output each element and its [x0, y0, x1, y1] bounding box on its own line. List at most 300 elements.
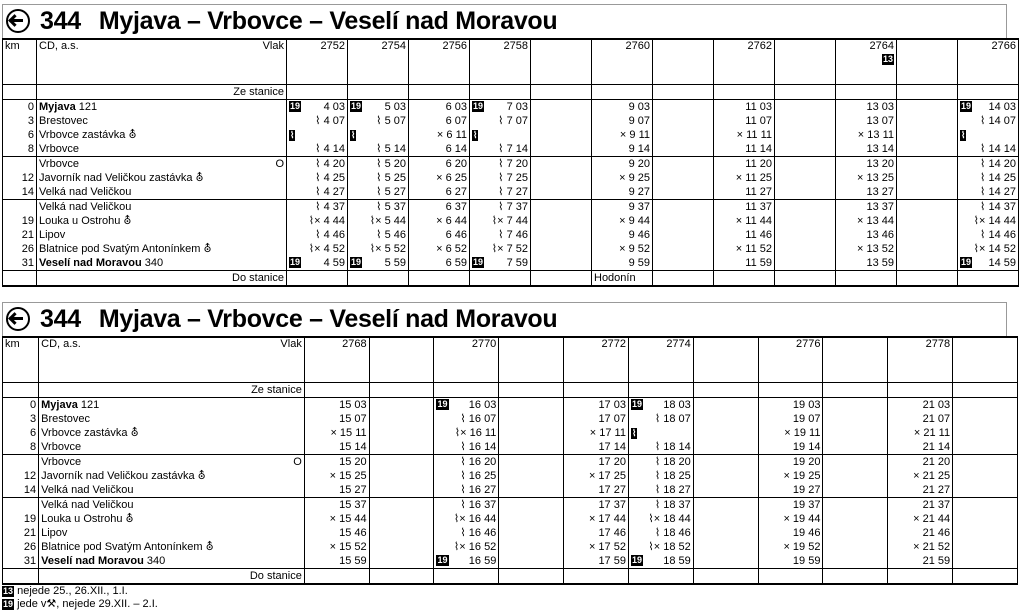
time-cell [287, 228, 348, 242]
time-value: ⌇ 5 07 [376, 114, 406, 127]
time-cell [592, 128, 653, 142]
destination-cell [304, 569, 369, 585]
time-cell [897, 100, 958, 115]
time-cell [592, 157, 653, 172]
train-number-cell [592, 39, 653, 85]
time-value: 5 03 [384, 100, 406, 113]
destination-cell [348, 271, 409, 287]
time-cell [775, 185, 836, 200]
time-value: ⌇× 14 44 [973, 214, 1016, 227]
time-value: 6 20 [445, 157, 467, 170]
time-badge: 19 [290, 256, 301, 267]
time-cell [958, 242, 1019, 256]
to-station-row [3, 569, 1018, 585]
time-cell [409, 157, 470, 172]
station-name-cell [39, 412, 305, 426]
destination-cell [628, 569, 693, 585]
destination-cell [836, 271, 897, 287]
timetable-1 [2, 38, 1019, 287]
time-cell [693, 469, 758, 483]
time-cell [348, 185, 409, 200]
station-name: Vrbovce zastávka ⛢ [39, 128, 137, 141]
time-value: 11 20 [745, 157, 772, 170]
time-cell [628, 512, 693, 526]
time-cell [592, 142, 653, 157]
time-cell [348, 228, 409, 242]
station-row [3, 114, 1019, 128]
station-name: Lipov [41, 526, 68, 539]
train-number: 2758 [503, 40, 528, 52]
time-cell [836, 114, 897, 128]
destination-cell [564, 569, 629, 585]
time-cell [470, 242, 531, 256]
to-station-label: Do stanice [37, 271, 287, 287]
time-value: 17 37 [598, 498, 626, 511]
station-marker: O [293, 455, 302, 468]
time-cell [897, 200, 958, 215]
time-cell [434, 540, 499, 554]
station-name: Vrbovce [39, 142, 79, 155]
time-cell [836, 157, 897, 172]
time-cell [823, 440, 888, 455]
time-value: 19 59 [792, 554, 821, 567]
time-badge: 19 [473, 100, 484, 111]
km-cell: 26 [3, 242, 37, 256]
time-value: 17 46 [598, 526, 626, 539]
station-name: Vrbovce [41, 440, 82, 453]
station-marker: O [275, 157, 284, 170]
time-value: × 15 11 [330, 426, 367, 439]
station-name-cell [37, 128, 287, 142]
station-name: Vrbovce zastávka ⛢ [41, 426, 139, 439]
km-header: km [3, 39, 37, 85]
train-number-cell [653, 39, 714, 85]
station-row [3, 455, 1018, 470]
destination-cell [653, 271, 714, 287]
time-value: ⌇ 7 27 [498, 185, 528, 198]
footnote-1 [2, 585, 158, 598]
time-cell [714, 228, 775, 242]
train-number-cell [958, 39, 1019, 85]
station-row [3, 398, 1018, 413]
time-cell [628, 440, 693, 455]
station-name: Vrbovce [39, 157, 79, 170]
time-cell [653, 242, 714, 256]
time-value: 17 14 [598, 440, 626, 453]
time-cell [953, 426, 1018, 440]
station-name: Blatnice pod Svatým Antonínkem ⛢ [41, 540, 214, 553]
time-cell [953, 469, 1018, 483]
time-cell [958, 228, 1019, 242]
train-number: 2768 [342, 338, 367, 350]
time-value: 19 46 [792, 526, 821, 539]
time-cell [823, 483, 888, 498]
station-row [3, 440, 1018, 455]
time-value: 9 46 [628, 228, 650, 241]
time-cell [628, 554, 693, 569]
time-cell [653, 85, 714, 100]
time-cell [531, 200, 592, 215]
time-value: × 17 11 [589, 426, 626, 439]
time-cell [499, 440, 564, 455]
time-cell [409, 256, 470, 271]
time-value: × 6 11 [436, 128, 467, 141]
time-cell [409, 228, 470, 242]
destination-cell [499, 569, 564, 585]
train-number: 2754 [381, 40, 406, 52]
time-cell [348, 200, 409, 215]
destination-cell: Hodonín [592, 271, 653, 287]
time-cell [564, 426, 629, 440]
time-badge: 19 [961, 100, 972, 111]
time-cell [693, 483, 758, 498]
time-cell [888, 455, 953, 470]
time-cell [409, 185, 470, 200]
train-number-cell [434, 337, 499, 383]
time-cell [897, 256, 958, 271]
time-cell [823, 383, 888, 398]
time-value: × 17 44 [588, 512, 626, 525]
time-cell [897, 185, 958, 200]
time-value: 6 59 [445, 256, 467, 269]
time-cell [304, 398, 369, 413]
destination-cell [531, 271, 592, 287]
station-name-cell [37, 228, 287, 242]
time-cell [836, 228, 897, 242]
time-cell [775, 242, 836, 256]
train-number-cell [775, 39, 836, 85]
time-value: 21 20 [922, 455, 951, 468]
time-cell [628, 498, 693, 513]
time-cell [564, 526, 629, 540]
time-value: 6 03 [445, 100, 467, 113]
time-value: × 15 44 [329, 512, 367, 525]
km-cell: 19 [3, 214, 37, 228]
time-cell [369, 554, 434, 569]
time-cell [348, 256, 409, 271]
time-cell [758, 455, 823, 470]
time-cell [888, 540, 953, 554]
carrier-header [37, 39, 287, 85]
station-row [3, 426, 1018, 440]
time-cell [304, 440, 369, 455]
train-number-cell [836, 39, 897, 85]
time-cell [470, 171, 531, 185]
time-cell [348, 214, 409, 228]
time-value: 21 37 [922, 498, 951, 511]
station-name-cell [37, 200, 287, 215]
time-value: 11 27 [745, 185, 772, 198]
time-cell [531, 128, 592, 142]
time-cell [958, 171, 1019, 185]
time-cell [714, 214, 775, 228]
time-cell [348, 157, 409, 172]
km-cell [3, 569, 39, 585]
time-cell [304, 383, 369, 398]
station-name-cell [37, 142, 287, 157]
time-value: 15 59 [339, 554, 367, 567]
time-value: ⌇ 4 07 [315, 114, 345, 127]
time-value: ⌇× 16 52 [453, 540, 497, 553]
station-row [3, 526, 1018, 540]
time-value: × 11 25 [735, 171, 772, 184]
time-cell [470, 157, 531, 172]
time-cell [628, 455, 693, 470]
time-value: ⌇× 16 44 [453, 512, 497, 525]
time-cell [304, 540, 369, 554]
time-cell [409, 214, 470, 228]
time-badge: ⌇ [351, 129, 356, 140]
station-name: Lipov [39, 228, 66, 241]
time-cell [714, 185, 775, 200]
time-value: 15 37 [339, 498, 367, 511]
train-number-cell [758, 337, 823, 383]
time-cell [836, 185, 897, 200]
time-value: × 19 52 [783, 540, 821, 553]
time-cell [369, 483, 434, 498]
time-cell [714, 256, 775, 271]
time-cell [531, 85, 592, 100]
time-cell [287, 214, 348, 228]
time-value: 4 59 [323, 256, 345, 269]
time-cell [287, 256, 348, 271]
time-cell [531, 242, 592, 256]
time-cell [958, 100, 1019, 115]
time-cell [693, 526, 758, 540]
station-name-cell [37, 171, 287, 185]
time-cell [470, 114, 531, 128]
time-cell [888, 398, 953, 413]
time-value: 16 59 [468, 554, 497, 567]
time-value: 21 46 [922, 526, 951, 539]
time-cell [836, 200, 897, 215]
time-cell [287, 142, 348, 157]
time-value: ⌇ 7 25 [498, 171, 528, 184]
station-name-cell [37, 185, 287, 200]
time-value: ⌇ 4 14 [315, 142, 345, 155]
station-row [3, 554, 1018, 569]
time-cell [897, 128, 958, 142]
time-cell [836, 100, 897, 115]
time-cell [653, 157, 714, 172]
train-number-cell [693, 337, 758, 383]
time-value: ⌇× 16 11 [454, 426, 497, 439]
station-row [3, 469, 1018, 483]
time-cell [897, 85, 958, 100]
time-cell [836, 128, 897, 142]
time-value: × 11 52 [735, 242, 772, 255]
time-cell [564, 498, 629, 513]
time-cell [531, 214, 592, 228]
train-badge: 13 [882, 53, 893, 64]
station-name: Veselí nad Moravou [41, 554, 144, 567]
time-cell [953, 383, 1018, 398]
time-badge: ⌇ [473, 129, 478, 140]
time-value: 6 46 [445, 228, 467, 241]
time-cell [564, 455, 629, 470]
destination-cell [369, 569, 434, 585]
time-value: 15 07 [339, 412, 367, 425]
time-cell [897, 228, 958, 242]
train-number-cell [564, 337, 629, 383]
time-cell [628, 469, 693, 483]
time-value: 19 03 [792, 398, 821, 411]
time-cell [958, 85, 1019, 100]
route-title: Myjava – Vrbovce – Veselí nad Moravou [98, 6, 558, 35]
time-value: ⌇ 18 27 [654, 483, 691, 496]
footnote-text: nejede 25., 26.XII., 1.I. [17, 585, 128, 597]
station-row [3, 128, 1019, 142]
time-cell [888, 412, 953, 426]
km-cell: 3 [3, 114, 37, 128]
time-value: × 19 44 [783, 512, 821, 525]
time-value: 15 14 [339, 440, 367, 453]
time-value: ⌇ 18 46 [654, 526, 691, 539]
km-cell: 21 [3, 228, 37, 242]
time-value: ⌇ 14 27 [980, 185, 1016, 198]
time-cell [369, 426, 434, 440]
station-row [3, 412, 1018, 426]
train-number-cell [287, 39, 348, 85]
station-name: Javorník nad Veličkou zastávka ⛢ [39, 171, 204, 184]
time-value: 15 46 [339, 526, 367, 539]
time-value: ⌇× 18 44 [648, 512, 691, 525]
time-value: 17 03 [598, 398, 626, 411]
station-row [3, 483, 1018, 498]
time-value: × 21 44 [913, 512, 951, 525]
time-cell [628, 383, 693, 398]
time-cell [499, 512, 564, 526]
time-cell [348, 171, 409, 185]
train-number-cell [499, 337, 564, 383]
time-value: 16 03 [468, 398, 497, 411]
station-ref: 340 [146, 554, 166, 567]
time-cell [958, 256, 1019, 271]
time-value: 21 14 [922, 440, 951, 453]
train-number: 2752 [320, 40, 345, 52]
time-cell [958, 200, 1019, 215]
time-cell [775, 85, 836, 100]
station-name-cell [39, 512, 305, 526]
time-cell [897, 242, 958, 256]
time-cell [953, 455, 1018, 470]
time-cell [653, 100, 714, 115]
km-cell: 21 [3, 526, 39, 540]
station-row [3, 100, 1019, 115]
time-value: 6 37 [445, 200, 467, 213]
station-row [3, 242, 1019, 256]
time-value: 21 27 [922, 483, 951, 496]
time-cell [499, 483, 564, 498]
time-cell [499, 398, 564, 413]
time-cell [953, 540, 1018, 554]
time-cell [823, 412, 888, 426]
time-value: ⌇ 4 37 [315, 200, 345, 213]
time-value: × 9 52 [619, 242, 650, 255]
km-cell: 12 [3, 171, 37, 185]
time-cell [653, 128, 714, 142]
from-station-label: Ze stanice [37, 85, 287, 100]
station-name-cell [37, 114, 287, 128]
time-value: ⌇ 7 46 [498, 228, 528, 241]
destination-cell [409, 271, 470, 287]
time-cell [888, 469, 953, 483]
header-row [3, 39, 1019, 85]
time-cell [434, 412, 499, 426]
time-value: ⌇× 5 52 [369, 242, 406, 255]
time-cell [836, 142, 897, 157]
time-value: 19 37 [792, 498, 821, 511]
time-value: × 17 25 [588, 469, 626, 482]
train-number-cell [953, 337, 1018, 383]
time-cell [693, 498, 758, 513]
time-value: ⌇ 5 14 [376, 142, 406, 155]
time-value: 18 59 [663, 554, 691, 567]
time-value: ⌇× 14 52 [973, 242, 1016, 255]
time-cell [434, 398, 499, 413]
km-cell: 3 [3, 412, 39, 426]
time-cell [897, 114, 958, 128]
time-value: ⌇ 5 20 [376, 157, 406, 170]
km-cell: 8 [3, 142, 37, 157]
time-value: 21 03 [922, 398, 951, 411]
time-cell [758, 512, 823, 526]
time-value: × 19 25 [783, 469, 821, 482]
time-cell [823, 469, 888, 483]
station-name: Javorník nad Veličkou zastávka ⛢ [41, 469, 206, 482]
destination-cell [434, 569, 499, 585]
time-cell [823, 512, 888, 526]
time-cell [714, 142, 775, 157]
time-cell [409, 100, 470, 115]
time-cell [434, 498, 499, 513]
time-value: 14 03 [988, 100, 1016, 113]
time-value: ⌇ 16 07 [460, 412, 497, 425]
time-value: ⌇ 14 20 [980, 157, 1016, 170]
time-value: ⌇× 18 52 [648, 540, 691, 553]
to-station-row [3, 271, 1019, 287]
station-name-cell [39, 540, 305, 554]
time-cell [836, 171, 897, 185]
time-cell [592, 228, 653, 242]
time-value: × 11 44 [735, 214, 772, 227]
time-cell [897, 171, 958, 185]
station-row [3, 498, 1018, 513]
train-number-cell [823, 337, 888, 383]
time-cell [470, 185, 531, 200]
station-name-cell [39, 398, 305, 413]
time-value: ⌇× 7 44 [491, 214, 528, 227]
time-cell [775, 228, 836, 242]
train-number-cell [714, 39, 775, 85]
train-number-cell [348, 39, 409, 85]
time-cell [958, 142, 1019, 157]
time-cell [287, 200, 348, 215]
time-cell [953, 483, 1018, 498]
km-cell [3, 383, 39, 398]
time-cell [564, 483, 629, 498]
time-cell [958, 157, 1019, 172]
time-cell [304, 469, 369, 483]
time-cell [823, 498, 888, 513]
time-value: 13 07 [866, 114, 894, 127]
time-cell [693, 512, 758, 526]
km-cell: 6 [3, 426, 39, 440]
time-cell [564, 512, 629, 526]
time-value: 7 03 [506, 100, 528, 113]
time-cell [714, 85, 775, 100]
time-value: × 6 44 [436, 214, 467, 227]
